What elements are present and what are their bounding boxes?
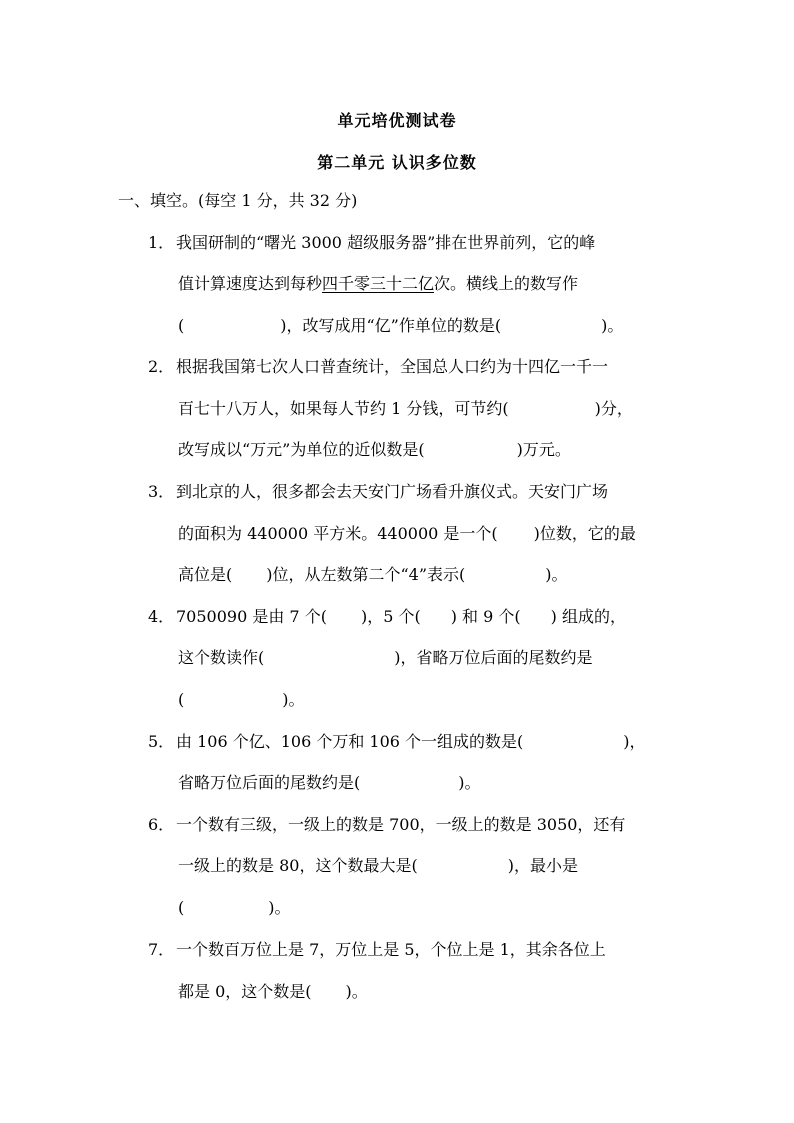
question-text: 都是 0，这个数是(	[178, 982, 312, 1001]
question-text: 7050090 是由 7 个(	[176, 607, 327, 626]
question-line	[178, 316, 623, 336]
question-text: 高位是(	[178, 565, 233, 584]
question-line	[178, 982, 368, 1002]
question-number: 2．	[148, 357, 175, 376]
question-text: )。	[268, 898, 291, 917]
question-line	[148, 233, 595, 253]
question-line	[148, 482, 608, 502]
question-number: 1．	[148, 233, 175, 252]
question-text: )。	[458, 773, 481, 792]
question-text: ) 组成的，	[550, 607, 626, 626]
question-number: 4．	[148, 607, 175, 626]
question-line	[178, 648, 593, 668]
question-number: 3．	[148, 482, 175, 501]
question-text: 这个数读作(	[178, 648, 265, 667]
question-text: )，省略万位后面的尾数约是	[394, 648, 593, 667]
question-text: 改写成以“万元”为单位的近似数是(	[178, 440, 425, 459]
question-text: 次。横线上的数写作	[434, 274, 579, 293]
question-text: )，5 个(	[360, 607, 421, 626]
question-text: )，	[623, 732, 646, 751]
section-heading: 一、填空。(每空 1 分，共 32 分)	[118, 191, 358, 210]
question-text: )，最小是	[507, 856, 578, 875]
question-text: )。	[345, 982, 368, 1001]
question-text: )位数，它的最	[533, 524, 636, 543]
question-line	[148, 815, 625, 835]
question-text: )万元。	[516, 440, 571, 459]
question-line	[178, 274, 578, 294]
question-number: 5．	[148, 732, 175, 751]
question-text: 到北京的人，很多都会去天安门广场看升旗仪式。天安门广场	[176, 482, 609, 501]
question-text: )。	[601, 316, 624, 335]
question-text: )。	[545, 565, 568, 584]
question-text: 一个数有三级，一级上的数是 700，一级上的数是 3050，还有	[176, 815, 626, 834]
question-line	[178, 690, 305, 710]
question-text: (	[178, 690, 185, 709]
question-line	[148, 732, 646, 752]
question-line	[178, 524, 636, 544]
question-text: (	[178, 898, 185, 917]
question-text: 一级上的数是 80，这个数最大是(	[178, 856, 418, 875]
question-text: 百七十八万人，如果每人节约 1 分钱，可节约(	[178, 399, 509, 418]
question-number: 7．	[148, 940, 175, 959]
question-text: 我国研制的“曙光 3000 超级服务器”排在世界前列，它的峰	[176, 233, 596, 252]
question-text: )，改写成用“亿”作单位的数是(	[280, 316, 502, 335]
question-line	[148, 357, 608, 377]
question-line	[178, 399, 633, 419]
question-text: 的面积为 440000 平方米。440000 是一个(	[178, 524, 498, 543]
question-text: 由 106 个亿、106 个万和 106 个一组成的数是(	[176, 732, 524, 751]
question-line	[148, 607, 626, 627]
question-number: 6．	[148, 815, 175, 834]
question-line	[178, 898, 291, 918]
question-text: 根据我国第七次人口普查统计，全国总人口约为十四亿一千一	[176, 357, 609, 376]
question-line	[178, 773, 481, 793]
question-line	[148, 940, 606, 960]
question-text: ) 和 9 个(	[450, 607, 521, 626]
question-text: 值计算速度达到每秒	[178, 274, 323, 293]
unit-subtitle: 第二单元 认识多位数	[317, 153, 477, 172]
question-line	[178, 440, 571, 460]
question-text: )位，从左数第二个“4”表示(	[266, 565, 466, 584]
question-line	[178, 856, 578, 876]
question-line	[178, 565, 568, 585]
question-text: 一个数百万位上是 7，万位上是 5，个位上是 1，其余各位上	[176, 940, 606, 959]
question-text: 省略万位后面的尾数约是(	[178, 773, 361, 792]
question-text: )。	[282, 690, 305, 709]
question-text: (	[178, 316, 185, 335]
page-title: 单元培优测试卷	[337, 111, 457, 130]
question-text: )分，	[594, 399, 633, 418]
underlined-number-text: 四千零三十二亿	[322, 274, 435, 293]
